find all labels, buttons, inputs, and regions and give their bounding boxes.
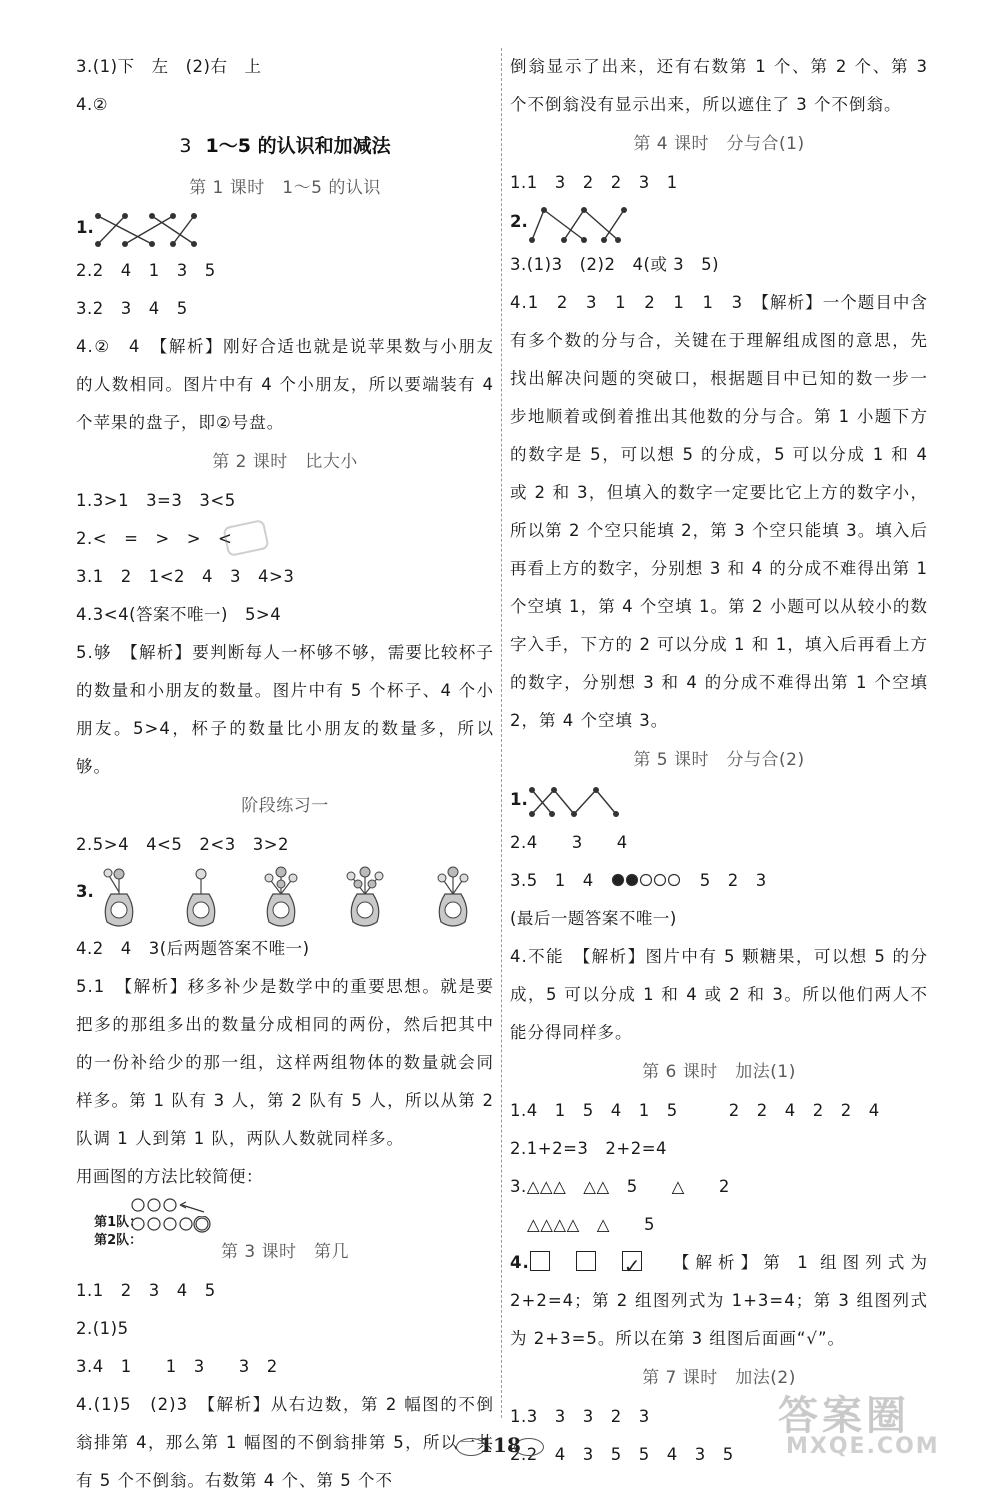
matching-figure xyxy=(510,202,928,246)
answer-line: 用画图的方法比较简便： xyxy=(76,1167,263,1186)
answer-line: 1.1 2 3 4 5 xyxy=(76,1281,216,1300)
answer-paragraph: 4.1 2 3 1 2 1 1 3 【解析】一个题目中含有多个数的分与合，关键在于理解组成图的意思，先找出解决问题的突破口，根据题目中已知的数一步一步地顺着或倒着推出其他数的分与合。第 1 小题下方的数字是 5，可以想 5 的分成，5 可以分成 1 和 4 或 2 和 3，但填入的数字一定要比它上方的数字小，所以第 2 个空只能填 2，第 3 个空只能填 3。填入后再看上方的数字，分别想 3 和 4 的分成不难得出第 1 个空填 1，第 4 个空填 1。第 2 小题可以从较小的数字入手，下方的 2 可以分成 1 和 1，填入后再看上方的数字，分别想 3 和 4 的分成不难得出第 1 个空填 2，第 4 个空填 3。 xyxy=(510,293,935,730)
lesson-title: 第 4 课时 分与合(1) xyxy=(633,134,805,154)
team-row xyxy=(76,1196,494,1230)
team-label: 第2队： xyxy=(94,1233,143,1248)
page-number xyxy=(460,1428,540,1462)
lesson-title: 第 5 课时 分与合(2) xyxy=(633,750,805,770)
vase-icon xyxy=(256,864,306,930)
matching-lines-figure xyxy=(528,206,648,244)
vase-figure-row xyxy=(76,864,494,930)
vase-icon xyxy=(428,864,478,930)
lesson-title: 第 3 课时 第几 xyxy=(220,1242,350,1262)
answer-line: 1.4 1 5 4 1 5 2 2 4 2 2 4 xyxy=(510,1101,880,1120)
lesson-title: 第 7 课时 加法(2) xyxy=(642,1368,796,1388)
answer-line: 3.△△△ △△ 5 △ 2 xyxy=(510,1177,730,1196)
team2-circles xyxy=(130,1216,260,1234)
answer-line: 3.(1)下 左 (2)右 上 xyxy=(76,57,262,76)
answer-paragraph: 4.(1)5 (2)3 【解析】从右边数，第 2 幅图的不倒翁排第 4，那么第 1 幅图的不倒翁排第 5，所以一共有 5 个不倒翁。右数第 4 个、第 5 个不 xyxy=(76,1395,494,1490)
answer-line: 4.3<4(答案不唯一) 5>4 xyxy=(76,605,282,624)
answer-line: 1.3 3 3 2 3 xyxy=(510,1407,650,1426)
unit-number: 3 xyxy=(179,135,192,157)
answer-paragraph xyxy=(510,1244,935,1358)
answer-line: 4.② xyxy=(76,95,109,114)
page-number-text: 118 xyxy=(479,1433,521,1457)
matching-lines-figure xyxy=(94,212,214,248)
team1-circles xyxy=(130,1198,260,1214)
lesson-title: 第 6 课时 加法(1) xyxy=(642,1062,796,1082)
question-number: 3. xyxy=(76,882,94,901)
answer-paragraph: 5.够 【解析】要判断每人一杯够不够，需要比较杯子的数量和小朋友的数量。图片中有 5 个杯子、4 个小朋友。5>4，杯子的数量比小朋友的数量多，所以够。 xyxy=(76,643,494,776)
question-number: 1. xyxy=(510,790,528,809)
answer-line: 2.(1)5 xyxy=(76,1319,129,1338)
answer-line: 1.1 3 2 2 3 1 xyxy=(510,173,678,192)
answer-line: 4.2 4 3(后两题答案不唯一) xyxy=(76,939,310,958)
section-title: 阶段练习一 xyxy=(241,796,329,816)
answer-text: 5 2 3 xyxy=(682,871,767,890)
team-row xyxy=(76,1214,494,1248)
answer-line: 2.2 4 3 5 5 4 3 5 xyxy=(510,1445,734,1464)
lesson-title: 第 1 课时 1～5 的认识 xyxy=(189,178,381,198)
checked-checkbox xyxy=(622,1251,642,1271)
right-column xyxy=(510,48,935,1474)
answer-line: 2.4 3 4 xyxy=(510,833,628,852)
unit-title: 1～5 的认识和加减法 xyxy=(205,135,391,157)
team-label: 第1队： xyxy=(94,1215,143,1230)
answer-line: 2.1+2=3 2+2=4 xyxy=(510,1139,668,1158)
answer-line: 1.3>1 3=3 3<5 xyxy=(76,491,236,510)
answer-paragraph: 倒翁显示了出来，还有右数第 1 个、第 2 个、第 3 个不倒翁没有显示出来，所以遮住了 3 个不倒翁。 xyxy=(510,57,935,114)
question-number: 1. xyxy=(76,218,94,237)
answer-line: (最后一题答案不唯一) xyxy=(510,909,677,928)
answer-line: 3.4 1 1 3 3 2 xyxy=(76,1357,278,1376)
answer-text: 【解析】第 1 组图列式为 2+2=4；第 2 组图列式为 1+3=4；第 3 组图列式为 2+3=5。所以在第 3 组图后面画“√”。 xyxy=(510,1253,935,1348)
lesson-title: 第 2 课时 比大小 xyxy=(212,452,358,472)
answer-line: 2.5>4 4<5 2<3 3>2 xyxy=(76,835,290,854)
answer-line: 3.2 3 4 5 xyxy=(76,299,188,318)
matching-figure xyxy=(510,780,928,824)
answer-line: 2.< = > > < xyxy=(76,529,233,548)
watermark-text: 答案圈 xyxy=(778,1393,910,1439)
vase-icon xyxy=(94,864,144,930)
answer-line: △△△△ △ 5 xyxy=(510,1215,655,1234)
question-number: 4. xyxy=(510,1253,530,1272)
answer-text: 3.5 1 4 xyxy=(510,871,611,890)
watermark-logo xyxy=(760,1384,990,1466)
empty-checkbox xyxy=(530,1251,550,1271)
question-number: 2. xyxy=(510,212,528,231)
empty-checkbox xyxy=(576,1251,596,1271)
vase-icon xyxy=(340,864,390,930)
vase-icon xyxy=(176,864,226,930)
answer-paragraph: 4.不能 【解析】图片中有 5 颗糖果，可以想 5 的分成，5 可以分成 1 和 4 或 2 和 3。所以他们两人不能分得同样多。 xyxy=(510,947,928,1042)
stamp-mark xyxy=(222,518,270,558)
unit-heading xyxy=(76,124,494,168)
answer-line: 2.2 4 1 3 5 xyxy=(76,261,216,280)
answer-paragraph: 4.② 4 【解析】刚好合适也就是说苹果数与小朋友的人数相同。图片中有 4 个小朋友，所以要端装有 4 个苹果的盘子，即②号盘。 xyxy=(76,337,501,432)
matching-lines-figure xyxy=(528,784,638,820)
watermark-url: MXQE.COM xyxy=(786,1434,940,1459)
matching-figure xyxy=(76,208,494,252)
answer-line: 3.(1)3 (2)2 4(或 3 5) xyxy=(510,255,720,274)
column-divider xyxy=(501,48,502,1418)
dot-circles-figure xyxy=(611,873,683,887)
answer-line xyxy=(510,862,928,900)
answer-line: 3.1 2 1<2 4 3 4>3 xyxy=(76,567,295,586)
answer-paragraph: 5.1 【解析】移多补少是数学中的重要思想。就是要把多的那组多出的数量分成相同的两份，然后把其中的一份补给少的那一组，这样两组物体的数量就会同样多。第 1 队有 3 人，第 2 队有 5 人，所以从第 2 队调 1 人到第 1 队，两队人数就同样多。 xyxy=(76,977,501,1148)
